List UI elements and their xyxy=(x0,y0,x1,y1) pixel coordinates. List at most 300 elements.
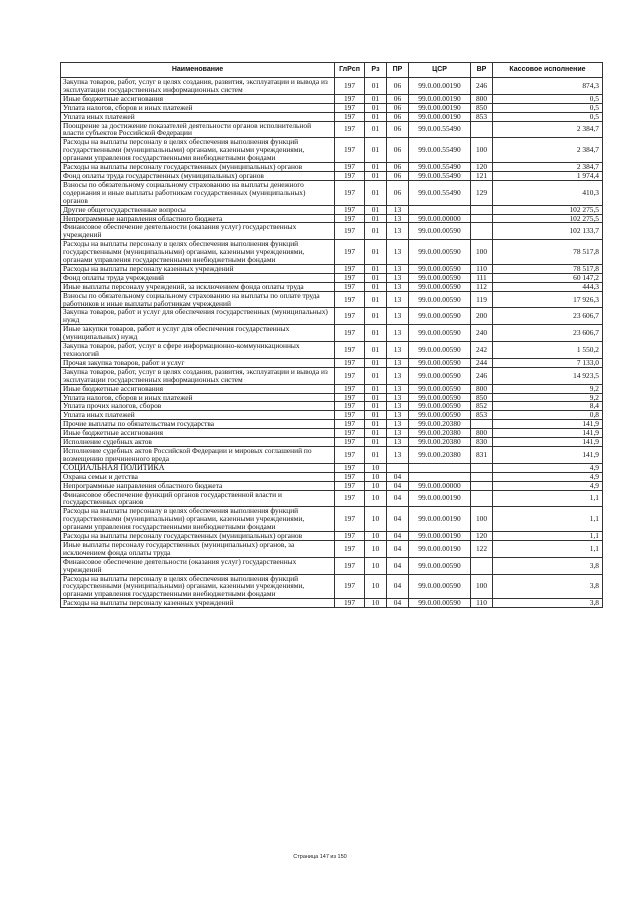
row-amount: 3,8 xyxy=(493,599,603,608)
row-vr: 110 xyxy=(471,264,493,273)
row-grs: 197 xyxy=(335,112,365,121)
row-amount: 60 147,2 xyxy=(493,273,603,282)
row-pr: 13 xyxy=(387,393,409,402)
table-row xyxy=(61,282,603,291)
row-pr xyxy=(387,463,409,472)
row-amount: 1 974,4 xyxy=(493,171,603,180)
row-amount: 8,4 xyxy=(493,402,603,411)
header-rz: Рз xyxy=(365,63,387,78)
row-csr: 99.0.00.00190 xyxy=(409,103,471,112)
row-csr: 99.0.00.00590 xyxy=(409,411,471,420)
row-pr: 13 xyxy=(387,223,409,240)
row-csr: 99.0.00.00590 xyxy=(409,291,471,308)
row-csr: 99.0.00.00590 xyxy=(409,599,471,608)
row-pr: 04 xyxy=(387,481,409,490)
row-grs: 197 xyxy=(335,393,365,402)
row-name: Прочая закупка товаров, работ и услуг xyxy=(61,358,335,367)
row-amount: 4,9 xyxy=(493,472,603,481)
row-name: Непрограммные направления областного бюджета xyxy=(61,481,335,490)
row-amount: 4,9 xyxy=(493,481,603,490)
table-row xyxy=(61,103,603,112)
row-vr xyxy=(471,472,493,481)
row-amount: 9,2 xyxy=(493,384,603,393)
row-vr: 240 xyxy=(471,325,493,342)
row-csr: 99.0.00.20380 xyxy=(409,446,471,463)
row-csr xyxy=(409,463,471,472)
row-csr: 99.0.00.20380 xyxy=(409,438,471,447)
row-pr: 04 xyxy=(387,507,409,532)
row-grs: 197 xyxy=(335,446,365,463)
row-grs: 197 xyxy=(335,282,365,291)
row-csr: 99.0.00.55490 xyxy=(409,171,471,180)
table-row xyxy=(61,393,603,402)
table-row xyxy=(61,325,603,342)
row-name: Закупка товаров, работ, услуг в целях создания, развития, эксплуатации и вывода из эксплуатации государственных информационных систем xyxy=(61,367,335,384)
row-amount: 3,8 xyxy=(493,574,603,599)
row-name: Уплата прочих налогов, сборов xyxy=(61,402,335,411)
header-name: Наименование xyxy=(61,63,335,78)
row-grs: 197 xyxy=(335,574,365,599)
budget-table xyxy=(60,62,603,608)
row-vr: 200 xyxy=(471,308,493,325)
row-name: Финансовое обеспечение деятельности (оказания услуг) государственных учреждений xyxy=(61,557,335,574)
row-csr: 99.0.00.00590 xyxy=(409,264,471,273)
row-amount: 0,5 xyxy=(493,103,603,112)
row-rz: 01 xyxy=(365,393,387,402)
row-vr xyxy=(471,121,493,138)
row-csr: 99.0.00.00590 xyxy=(409,358,471,367)
row-grs: 197 xyxy=(335,138,365,163)
table-row xyxy=(61,367,603,384)
row-amount: 0,8 xyxy=(493,411,603,420)
row-vr: 111 xyxy=(471,273,493,282)
row-name: Прочие выплаты по обязательствам государства xyxy=(61,420,335,429)
row-name: Уплата налогов, сборов и иных платежей xyxy=(61,103,335,112)
row-pr: 06 xyxy=(387,138,409,163)
table-row xyxy=(61,384,603,393)
page-number: Страница 147 из 150 xyxy=(293,854,347,860)
row-csr: 99.0.00.00590 xyxy=(409,384,471,393)
row-vr: 853 xyxy=(471,112,493,121)
row-pr: 04 xyxy=(387,472,409,481)
row-name: Иные бюджетные ассигнования xyxy=(61,384,335,393)
row-rz: 01 xyxy=(365,163,387,172)
row-amount: 78 517,8 xyxy=(493,264,603,273)
row-vr: 120 xyxy=(471,532,493,541)
row-grs: 197 xyxy=(335,599,365,608)
row-csr xyxy=(409,472,471,481)
row-amount: 444,3 xyxy=(493,282,603,291)
row-name: Исполнение судебных актов Российской Федерации и мировых соглашений по возмещению причиненного вреда xyxy=(61,446,335,463)
row-name: Иные бюджетные ассигнования xyxy=(61,429,335,438)
row-amount: 2 384,7 xyxy=(493,121,603,138)
row-pr: 13 xyxy=(387,402,409,411)
row-rz: 10 xyxy=(365,540,387,557)
table-row xyxy=(61,599,603,608)
row-pr: 13 xyxy=(387,291,409,308)
row-pr: 04 xyxy=(387,490,409,507)
row-grs: 197 xyxy=(335,163,365,172)
row-rz: 01 xyxy=(365,291,387,308)
row-name: Взносы по обязательному социальному страхованию на выплаты по оплате труда работников и иные выплаты работникам учреждений xyxy=(61,291,335,308)
row-grs: 197 xyxy=(335,308,365,325)
row-grs: 197 xyxy=(335,214,365,223)
row-grs: 197 xyxy=(335,532,365,541)
row-csr: 99.0.00.55490 xyxy=(409,163,471,172)
row-rz: 10 xyxy=(365,481,387,490)
row-pr: 06 xyxy=(387,163,409,172)
row-rz: 01 xyxy=(365,402,387,411)
row-csr: 99.0.00.00590 xyxy=(409,393,471,402)
row-pr: 06 xyxy=(387,171,409,180)
row-amount: 1,1 xyxy=(493,532,603,541)
row-pr: 13 xyxy=(387,358,409,367)
row-csr: 99.0.00.00590 xyxy=(409,273,471,282)
row-grs: 197 xyxy=(335,463,365,472)
row-csr: 99.0.00.55490 xyxy=(409,180,471,205)
table-row xyxy=(61,214,603,223)
row-amount: 141,9 xyxy=(493,420,603,429)
row-name: Исполнение судебных актов xyxy=(61,438,335,447)
row-amount: 9,2 xyxy=(493,393,603,402)
header-vr: ВР xyxy=(471,63,493,78)
row-pr: 13 xyxy=(387,240,409,265)
row-rz: 01 xyxy=(365,94,387,103)
row-csr: 99.0.00.00190 xyxy=(409,112,471,121)
row-amount: 4,9 xyxy=(493,463,603,472)
row-name: Иные выплаты персоналу государственных (муниципальных) органов, за исключением фонда оплаты труда xyxy=(61,540,335,557)
row-amount: 102 133,7 xyxy=(493,223,603,240)
row-csr: 99.0.00.00590 xyxy=(409,325,471,342)
row-amount: 2 384,7 xyxy=(493,163,603,172)
row-vr xyxy=(471,420,493,429)
row-vr: 121 xyxy=(471,171,493,180)
table-row xyxy=(61,291,603,308)
row-vr xyxy=(471,557,493,574)
row-grs: 197 xyxy=(335,411,365,420)
row-rz: 01 xyxy=(365,180,387,205)
row-amount: 874,3 xyxy=(493,78,603,95)
table-row xyxy=(61,532,603,541)
row-rz: 01 xyxy=(365,429,387,438)
row-vr: 242 xyxy=(471,342,493,359)
row-pr: 13 xyxy=(387,446,409,463)
row-vr: 100 xyxy=(471,574,493,599)
table-header-row xyxy=(61,63,603,78)
row-rz: 10 xyxy=(365,532,387,541)
row-amount: 141,9 xyxy=(493,438,603,447)
table-row xyxy=(61,171,603,180)
row-pr: 06 xyxy=(387,180,409,205)
row-amount: 23 606,7 xyxy=(493,308,603,325)
row-name: Фонд оплаты труда учреждений xyxy=(61,273,335,282)
row-vr: 830 xyxy=(471,438,493,447)
row-vr: 110 xyxy=(471,599,493,608)
row-grs: 197 xyxy=(335,180,365,205)
table-row xyxy=(61,78,603,95)
row-grs: 197 xyxy=(335,273,365,282)
row-csr: 99.0.00.00590 xyxy=(409,282,471,291)
row-amount: 1,1 xyxy=(493,540,603,557)
table-row xyxy=(61,138,603,163)
table-row xyxy=(61,402,603,411)
row-pr: 13 xyxy=(387,438,409,447)
table-row xyxy=(61,472,603,481)
row-rz: 01 xyxy=(365,446,387,463)
table-row xyxy=(61,308,603,325)
table-row xyxy=(61,481,603,490)
row-vr: 852 xyxy=(471,402,493,411)
row-pr: 13 xyxy=(387,282,409,291)
row-pr: 04 xyxy=(387,532,409,541)
table-row xyxy=(61,540,603,557)
row-vr: 244 xyxy=(471,358,493,367)
row-grs: 197 xyxy=(335,557,365,574)
table-row xyxy=(61,507,603,532)
row-rz: 01 xyxy=(365,438,387,447)
row-pr: 04 xyxy=(387,540,409,557)
row-vr: 800 xyxy=(471,429,493,438)
row-rz: 01 xyxy=(365,358,387,367)
row-vr xyxy=(471,463,493,472)
row-amount: 141,9 xyxy=(493,429,603,438)
row-pr: 06 xyxy=(387,121,409,138)
row-pr: 06 xyxy=(387,103,409,112)
row-grs: 197 xyxy=(335,121,365,138)
row-csr: 99.0.00.00590 xyxy=(409,223,471,240)
row-name: Расходы на выплаты персоналу в целях обеспечения выполнения функций государственными (муниципальными) органами, казенными учреждениями, органами управления государственными внебюджетными фондами xyxy=(61,138,335,163)
row-vr: 800 xyxy=(471,384,493,393)
row-pr: 13 xyxy=(387,420,409,429)
row-vr: 129 xyxy=(471,180,493,205)
row-rz: 01 xyxy=(365,103,387,112)
row-rz: 10 xyxy=(365,574,387,599)
row-grs: 197 xyxy=(335,507,365,532)
row-rz: 10 xyxy=(365,557,387,574)
row-pr: 13 xyxy=(387,411,409,420)
table-row xyxy=(61,163,603,172)
row-grs: 197 xyxy=(335,358,365,367)
row-name: Расходы на выплаты персоналу государственных (муниципальных) органов xyxy=(61,532,335,541)
row-vr: 850 xyxy=(471,103,493,112)
row-vr: 100 xyxy=(471,138,493,163)
row-rz: 01 xyxy=(365,342,387,359)
row-vr xyxy=(471,223,493,240)
row-amount: 102 275,5 xyxy=(493,205,603,214)
row-pr: 13 xyxy=(387,342,409,359)
row-rz: 10 xyxy=(365,472,387,481)
row-vr: 120 xyxy=(471,163,493,172)
row-rz: 01 xyxy=(365,171,387,180)
row-rz: 01 xyxy=(365,325,387,342)
row-grs: 197 xyxy=(335,420,365,429)
table-row xyxy=(61,180,603,205)
row-rz: 10 xyxy=(365,599,387,608)
row-pr: 04 xyxy=(387,599,409,608)
row-name: Расходы на выплаты персоналу в целях обеспечения выполнения функций государственными (муниципальными) органами, казенными учреждениями, органами управления государственными внебюджетными фондами xyxy=(61,574,335,599)
row-rz: 01 xyxy=(365,264,387,273)
row-rz: 01 xyxy=(365,273,387,282)
row-grs: 197 xyxy=(335,240,365,265)
row-amount: 0,5 xyxy=(493,94,603,103)
row-grs: 197 xyxy=(335,402,365,411)
row-csr: 99.0.00.00590 xyxy=(409,240,471,265)
row-csr: 99.0.00.00190 xyxy=(409,78,471,95)
row-grs: 197 xyxy=(335,103,365,112)
row-csr: 99.0.00.55490 xyxy=(409,121,471,138)
row-amount: 0,5 xyxy=(493,112,603,121)
header-csr: ЦСР xyxy=(409,63,471,78)
row-rz: 01 xyxy=(365,282,387,291)
table-row xyxy=(61,205,603,214)
table-body xyxy=(61,78,603,608)
row-csr xyxy=(409,205,471,214)
row-pr: 13 xyxy=(387,205,409,214)
table-row xyxy=(61,223,603,240)
table-row xyxy=(61,94,603,103)
row-csr: 99.0.00.00590 xyxy=(409,402,471,411)
row-grs: 197 xyxy=(335,384,365,393)
row-name: Поощрение за достижение показателей деятельности органов исполнительной власти субъектов Российской Федерации xyxy=(61,121,335,138)
row-rz: 10 xyxy=(365,463,387,472)
row-csr: 99.0.00.00000 xyxy=(409,214,471,223)
row-pr: 04 xyxy=(387,557,409,574)
row-vr: 246 xyxy=(471,367,493,384)
row-pr: 13 xyxy=(387,273,409,282)
row-pr: 13 xyxy=(387,325,409,342)
row-grs: 197 xyxy=(335,264,365,273)
row-csr: 99.0.00.00590 xyxy=(409,308,471,325)
table-row xyxy=(61,429,603,438)
row-name: Охрана семьи и детства xyxy=(61,472,335,481)
row-rz: 01 xyxy=(365,240,387,265)
row-pr: 13 xyxy=(387,367,409,384)
table-row xyxy=(61,264,603,273)
row-vr xyxy=(471,205,493,214)
table-row xyxy=(61,463,603,472)
row-vr: 100 xyxy=(471,507,493,532)
row-grs: 197 xyxy=(335,429,365,438)
row-rz: 01 xyxy=(365,138,387,163)
row-name: Иные бюджетные ассигнования xyxy=(61,94,335,103)
row-name: Уплата налогов, сборов и иных платежей xyxy=(61,393,335,402)
row-grs: 197 xyxy=(335,342,365,359)
row-grs: 197 xyxy=(335,367,365,384)
row-name: Закупка товаров, работ и услуг для обеспечения государственных (муниципальных) нужд xyxy=(61,308,335,325)
table-row xyxy=(61,411,603,420)
row-name: Фонд оплаты труда государственных (муниципальных) органов xyxy=(61,171,335,180)
row-pr: 06 xyxy=(387,112,409,121)
row-csr: 99.0.00.00190 xyxy=(409,507,471,532)
row-name: Другие общегосударственные вопросы xyxy=(61,205,335,214)
row-csr: 99.0.00.00590 xyxy=(409,557,471,574)
row-pr: 06 xyxy=(387,78,409,95)
row-grs: 197 xyxy=(335,481,365,490)
row-amount: 14 923,5 xyxy=(493,367,603,384)
row-amount: 78 517,8 xyxy=(493,240,603,265)
row-name: Расходы на выплаты персоналу в целях обеспечения выполнения функций государственными (муниципальными) органами, казенными учреждениями, органами управления государственными внебюджетными фондами xyxy=(61,240,335,265)
row-pr: 04 xyxy=(387,574,409,599)
row-pr: 13 xyxy=(387,384,409,393)
table-row xyxy=(61,438,603,447)
row-amount: 17 926,3 xyxy=(493,291,603,308)
row-rz: 01 xyxy=(365,121,387,138)
row-pr: 13 xyxy=(387,214,409,223)
row-vr: 100 xyxy=(471,240,493,265)
row-amount: 141,9 xyxy=(493,446,603,463)
row-grs: 197 xyxy=(335,540,365,557)
header-grs: ГлРсп xyxy=(335,63,365,78)
table-row xyxy=(61,112,603,121)
row-rz: 01 xyxy=(365,78,387,95)
row-name: Закупка товаров, работ, услуг в целях создания, развития, эксплуатации и вывода из эксплуатации государственных информационных систем xyxy=(61,78,335,95)
row-csr: 99.0.00.55490 xyxy=(409,138,471,163)
row-grs: 197 xyxy=(335,171,365,180)
row-amount: 2 384,7 xyxy=(493,138,603,163)
table-row xyxy=(61,240,603,265)
row-csr: 99.0.00.00190 xyxy=(409,490,471,507)
row-amount: 1 550,2 xyxy=(493,342,603,359)
row-rz: 01 xyxy=(365,223,387,240)
row-name: Иные выплаты персоналу учреждений, за исключением фонда оплаты труда xyxy=(61,282,335,291)
row-amount: 1,1 xyxy=(493,490,603,507)
row-csr: 99.0.00.00000 xyxy=(409,481,471,490)
row-vr xyxy=(471,481,493,490)
row-grs: 197 xyxy=(335,438,365,447)
row-csr: 99.0.00.20380 xyxy=(409,420,471,429)
row-vr: 122 xyxy=(471,540,493,557)
row-vr xyxy=(471,214,493,223)
row-vr: 112 xyxy=(471,282,493,291)
row-grs: 197 xyxy=(335,78,365,95)
row-vr: 246 xyxy=(471,78,493,95)
row-pr: 13 xyxy=(387,429,409,438)
row-amount: 3,8 xyxy=(493,557,603,574)
row-rz: 01 xyxy=(365,384,387,393)
row-name: Взносы по обязательному социальному страхованию на выплаты денежного содержания и иные выплаты работникам государственных (муниципальных) органов xyxy=(61,180,335,205)
row-rz: 01 xyxy=(365,420,387,429)
row-amount: 7 133,0 xyxy=(493,358,603,367)
row-name: Расходы на выплаты персоналу казенных учреждений xyxy=(61,264,335,273)
row-name: Иные закупки товаров, работ и услуг для обеспечения государственных (муниципальных) нужд xyxy=(61,325,335,342)
table-row xyxy=(61,574,603,599)
row-pr: 06 xyxy=(387,94,409,103)
row-grs: 197 xyxy=(335,325,365,342)
row-grs: 197 xyxy=(335,291,365,308)
row-vr: 853 xyxy=(471,411,493,420)
row-name: Расходы на выплаты персоналу государственных (муниципальных) органов xyxy=(61,163,335,172)
row-vr: 850 xyxy=(471,393,493,402)
table-row xyxy=(61,358,603,367)
row-rz: 01 xyxy=(365,112,387,121)
row-csr: 99.0.00.20380 xyxy=(409,429,471,438)
header-amount: Кассовое исполнение xyxy=(493,63,603,78)
row-grs: 197 xyxy=(335,490,365,507)
row-grs: 197 xyxy=(335,223,365,240)
row-amount: 1,1 xyxy=(493,507,603,532)
table-row xyxy=(61,342,603,359)
table-row xyxy=(61,446,603,463)
row-rz: 01 xyxy=(365,411,387,420)
row-vr: 119 xyxy=(471,291,493,308)
row-grs: 197 xyxy=(335,205,365,214)
row-rz: 01 xyxy=(365,214,387,223)
row-amount: 410,3 xyxy=(493,180,603,205)
row-name: СОЦИАЛЬНАЯ ПОЛИТИКА xyxy=(61,463,335,472)
table-row xyxy=(61,490,603,507)
row-csr: 99.0.00.00590 xyxy=(409,574,471,599)
row-csr: 99.0.00.00190 xyxy=(409,532,471,541)
